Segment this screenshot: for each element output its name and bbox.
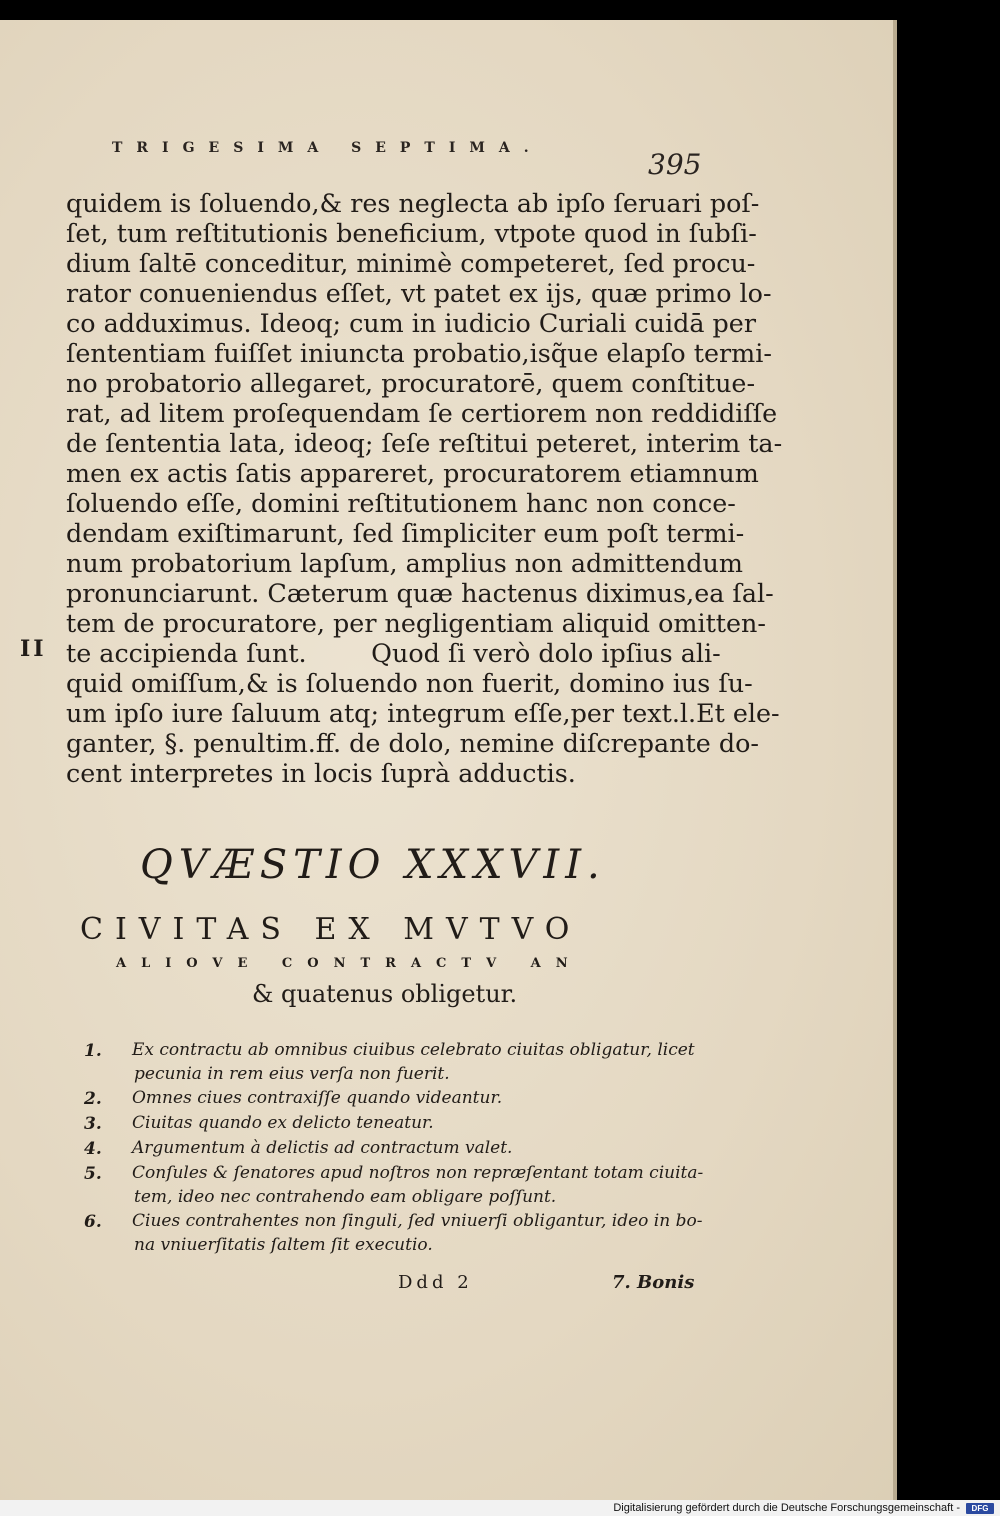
text-line: dium ſaltē conceditur, minimè competeret, ſed procu- [66,248,756,278]
text-line: no probatorio allegaret, procuratorē, quem conſtitue- [66,368,756,398]
summary-item [84,1161,704,1209]
summary-number: 5. [84,1164,102,1184]
summary-line: Ciues contrahentes non ſinguli, ſed vniuerſi obligantur, ideo in bo- [132,1211,703,1231]
text-line: tem de procuratore, per negligentiam aliquid omitten- [66,608,766,638]
text-line: ſententiam fuiſſet iniuncta probatio,isq̃ue elapſo termi- [66,338,772,368]
summary-item [84,1038,704,1086]
summary-item [84,1209,704,1257]
summary-line: tem, ideo nec contrahendo eam obligare poſſunt. [134,1187,557,1207]
catchword: 7. Bonis [612,1272,695,1293]
page-edge [893,20,897,1500]
question-subtitle-2: ALIOVE CONTRACTV AN [116,956,583,971]
summary-line: Ciuitas quando ex delicto teneatur. [132,1113,434,1133]
summary-line: Conſules & ſenatores apud noſtros non repræſentant totam ciuita- [132,1163,704,1183]
digitization-note: Digitalisierung gefördert durch die Deutsche Forschungsgemeinschaft - [613,1502,960,1514]
running-head: TRIGESIMA SEPTIMA. [112,140,543,156]
question-subtitle-3: & quatenus obligetur. [252,980,518,1008]
dfg-logo-icon: DFG [966,1503,994,1514]
summary-line: pecunia in rem eius verſa non fuerit. [134,1064,450,1084]
summary-item [84,1086,704,1111]
text-line: co adduximus. Ideoq; cum in iudicio Curiali cuidā per [66,308,756,338]
summary-line: na vniuerſitatis ſaltem ſit executio. [134,1235,433,1255]
summary-number: 6. [84,1212,102,1232]
text-line: dendam exiſtimarunt, ſed ſimpliciter eum poſt termi- [66,518,745,548]
question-subtitle-1: CIVITAS EX MVTVO [80,912,582,947]
summary-list [84,1038,704,1257]
summary-line: Omnes ciues contraxiſſe quando videantur. [132,1088,503,1108]
question-title: QVÆSTIO XXXVII. [140,842,606,888]
summary-number: 1. [84,1041,102,1061]
body-text [66,188,783,788]
text-line: rat, ad litem proſequendam ſe certiorem non reddidiſſe [66,398,778,428]
summary-item [84,1111,704,1136]
text-line: ganter, §. penultim.ff. de dolo, nemine diſcrepante do- [66,728,759,758]
text-line: de ſententia lata, ideoq; ſeſe reſtitui peteret, interim ta- [66,428,783,458]
text-line: quid omiſſum,& is ſoluendo non fuerit, domino ius ſu- [66,668,753,698]
signature-mark: Ddd 2 [398,1272,473,1293]
text-line: ſoluendo eſſe, domini reſtitutionem hanc non conce- [66,488,736,518]
summary-number: 4. [84,1139,102,1159]
summary-line: Argumentum à delictis ad contractum valet. [132,1138,513,1158]
margin-number: II [20,636,47,662]
page-number: 395 [648,148,702,181]
text-line: pronunciarunt. Cæterum quæ hactenus diximus,ea ſal- [66,578,774,608]
text-line: men ex actis ſatis appareret, procuratorem etiamnum [66,458,759,488]
text-line: num probatorium lapſum, amplius non admittendum [66,548,743,578]
summary-number: 2. [84,1089,102,1109]
text-line: ſet, tum reſtitutionis beneficium, vtpote quod in ſubſi- [66,218,757,248]
digitization-footer [0,1500,1000,1516]
summary-number: 3. [84,1114,102,1134]
text-line: um ipſo iure ſaluum atq; integrum eſſe,per text.l.Et ele- [66,698,780,728]
text-line: cent interpretes in locis ſuprà adductis. [66,758,576,788]
summary-line: Ex contractu ab omnibus ciuibus celebrato ciuitas obligatur, licet [132,1040,695,1060]
text-line: quidem is ſoluendo,& res neglecta ab ipſo ſeruari poſ- [66,188,760,218]
text-line: te accipienda ſunt. Quod ſi verò dolo ipſius ali- [66,638,721,668]
text-line: rator conueniendus eſſet, vt patet ex ijs, quæ primo lo- [66,278,772,308]
summary-item [84,1136,704,1161]
